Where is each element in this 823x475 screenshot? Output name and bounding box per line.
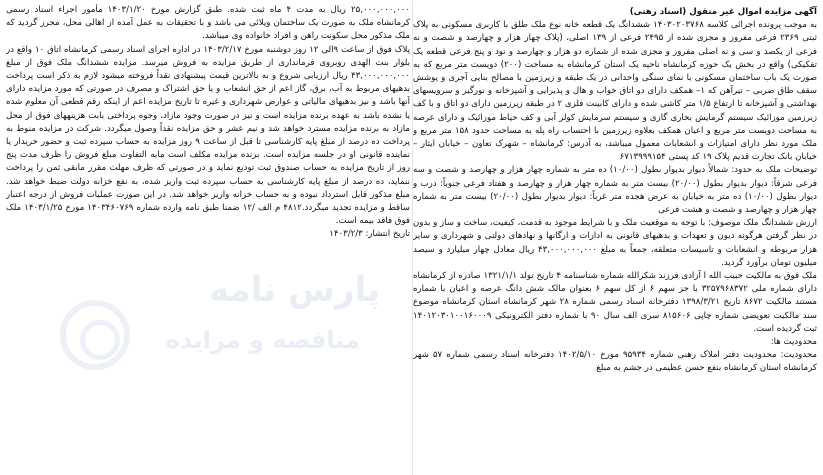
notice-valuation: ارزش ششدانگ ملک موصوف: با توجه به موقعیت ملک و با شرایط موجود به قدمت، کیفیت، ساخت و ساز و بدون در نظر گرفتن هرگونه دیون و تعهدات و بدهیهای قانونی به ادارات و ارگانها و نهادهای دولتی و شهرداری و سایر هزار مربوطه و انشعابات و تاسیسات متعلقه، جمعاً به مبلغ ۴۳,۰۰۰,۰۰۰,۰۰۰ ریال معادل چهار میلیارد و سیصد میلیون تومان برآورد گردید. xyxy=(413,218,817,268)
notice-ownership: ملک فوق به مالکیت حبیب الله ا آزادی فرزند شکرالله شماره شناسنامه ۴ تاریخ تولد ۱۳۲۱/۱/۱ صادره از کرمانشاه دارای شماره ملی ۳۲۵۷۹۶۸۳۷۲ با جز سهم ۶ از کل سهم ۶ بعنوان مالک شش دانگ عرصه و اعیان با شماره مستند مالکیت ۸۶۷۲ تاریخ ۱۳۹۸/۳/۲۱ دفترخانه اسناد رسمی شماره ۲۸ شهر کرمانشاه استان کرمانشاه موضوع سند مالکیت تعویضی شماره چاپی ۸۱۵۶۰۶ سری الف سال ۹۰ با شماره دفتر الکترونیکی ۱۴۰۱۲۰۳۰۱۰۰۱۶۰۰۰۹ ثبت گردیده است. xyxy=(413,271,817,334)
notice-auction-terms: پلاک فوق از ساعت ۹الی ۱۲ روز دوشنبه مورخ ۱۴۰۳/۲/۱۷ در اداره اجرای اسناد رسمی کرمانشاه اتاق ۱۰ واقع در بلوار بنت الهدی روبروی فرمانداری از طریق مزایده به فروش میرسد. مزایده ششدانگ ملک فوق از مبلغ ۴۳,۰۰۰,۰۰۰,۰۰۰ ریال ارزیابی شروع و به بالاترین قیمت پیشنهادی نقداً فروخته میشود لازم به ذکر است پرداخت بدهیهای مربوط به آب، برق، گاز اعم از حق انشعاب و یا حق اشتراک و مصرف در صورتی که مورد مزایده دارای آنها باشد و نیز بدهیهای مالیاتی و عوارض شهرداری و غیره تا تاریخ مزایده اعم از اینکه رقم قطعی آن معلوم شده یا نشده باشد به عهده برنده مزایده است و نیز در صورت وجود مازاد، وجوه پرداختی بابت هزینههای فوق از محل مازاد به برنده مزایده مسترد خواهد شد و نیم عشر و حق مزایده نقداً وصول میگردد. شرکت در مزایده منوط به پرداخت ده درصد از مبلغ پایه کارشناسی تا قبل از ساعت ۹ روز مزایده به حساب سپرده ثبت و حضور خریدار یا نماینده قانونی او در جلسه مزایده است. برنده مزایده مکلف است مابه التفاوت مبلغ فروش را ظرف مدت پنج روز از تاریخ مزایده به حساب صندوق ثبت تودیع نماید و در صورتی که ظرف مهلت مقرر مابقی ثمن را پرداخت ننماید، ده درصد از مبلغ پایه کارشناسی به حساب سپرده ثبت واریز شده، به نفع خزانه دولت ضبط خواهد شد. مبلغ مذکور قابل استرداد نبوده و به حساب خزانه واریز خواهد شد. در این صورت عملیات فروش از درجه اعتبار ساقط و مزایده تجدید میگردد.۴۸۱۲ م الف /۱۲ ضمنا طبق نامه وارده شماره ۱۴۰۳۴۶۰۷۶۹ مورخ ۱۴۰۳/۱/۲۵ ملک فوق فاقد بیمه است. xyxy=(6,44,410,227)
column-divider xyxy=(412,0,413,475)
notice-right-column xyxy=(413,6,817,471)
notice-restrictions-heading: محدودیت ها: xyxy=(770,337,817,348)
watermark-text-secondary: مناقصه و مزایده xyxy=(165,326,360,354)
notice-publish-date: تاریخ انتشار: ۱۴۰۳/۲/۳ xyxy=(329,229,410,240)
notice-boundaries: توضیحات ملک به حدود: شمالاً دیوار بدیوار بطول (۱۰/۰۰) ده متر به شماره چهار هزار و چهارصد و شصت و سه فرعی شرقاً: دیوار بدیوار بطول (۲۰/۰۰) بیست متر به شماره چهار هزار و چهارصد و هفتاد فرعی جنوباً: درب و دیوار بطول (۱۰/۰۰) ده متر به خیابان به عرض هجده متر غرباً: دیوار بدیوار بطول (۲۰/۰۰) بیست متر به شماره چهار هزار و چهارصد و شصت و هشت فرعی xyxy=(413,165,817,216)
watermark-text-primary: پارس نامه xyxy=(208,270,380,310)
notice-title: آگهی مزایده اموال غیر منقول (اسناد رهنی) xyxy=(629,7,817,17)
notice-left-column xyxy=(6,4,410,471)
notice-restriction-detail: محدودیت: محدودیت دفتر املاک رهنی شماره ۹۵۹۳۴ مورخ ۱۴۰۲/۵/۱۰ دفترخانه اسناد رسمی شماره ۵۷ شهر کرمانشاه استان کرمانشاه بنفع حسن عظیمی در جشم به مبلغ xyxy=(413,350,817,374)
notice-property-description: به موجب پرونده اجرائی کلاسه ۱۴۰۳۰۲۰۳۷۶۸ ششدانگ یک قطعه خانه نوع ملک طلق با کاربری مسکونی به پلاک ثبتی ۲۳۶۹ فرعی مفروز و مجزی شده از ۲۴۹۵ فرعی از ۱۳۹ اصلی، (پلاک چهار هزار و چهارصد و شصت و نه فرعی از یکصد و سی و نه اصلی مفروز و مجزی شده از شماره دو هزار و چهارصد و نود و پنج فرعی قطعه یک تفکیکی) واقع در بخش یک حوزه کرمانشاه ناحیه یک استان کرمانشاه به مساحت (۲۰۰) دویست متر مربع که به صورت یک باب ساختمان مسکونی با نمای سنگی واحدانی در یک طبقه و زیرزمین با مصالح بنایی آجری و پوشش سقف طاق ضربی – تیرآهن که ۱– همکف دارای دو اتاق خواب و هال و پذیرایی و آشپزخانه و نورگیر و سرویسهای بهداشتی و آشپزخانه تا ارتفاع ۱/۵ متر کاشی شده و دارای کابینت فلزی ۲ در طبقه زیرزمین دارای دو اتاق و با کف زیرزمین موزائیک سیستم گرمایش بخاری گازی و سیستم سرمایش کولر آبی و کف حیاط موزائیک و دارای عرصه به مساحت دویست متر مربع و اعیان همکف بعلاوه زیرزمین با احتساب راه پله به مساحت حدود ۱۵۸ متر مربع و ملک مورد نظر دارای امتیازات و انشعابات معمول میباشد، به آدرس: کرمانشاه – شهرک تعاون – خیابان ایثار – خیابان بانک تجارت قدیم پلاک ۱۹ کد پستی ۶۷۱۳۹۹۹۱۵۴ xyxy=(413,20,817,163)
notice-mortgage-report: ۲۵,۰۰۰,۰۰۰,۰۰۰ ریال به مدت ۴ ماه ثبت شده. طبق گزارش مورخ ۱۴۰۳/۱/۲۰ مأمور اجراء اسناد رسمی کرمانشاه ملک به صورت یک ساختمان ویلائی می باشد و با تحقیقات به عمل آمده از اهالی محل، محرز گردید که ملک مذکور محل سکونت راهن و افراد خانواده وی میباشد. xyxy=(6,5,410,42)
